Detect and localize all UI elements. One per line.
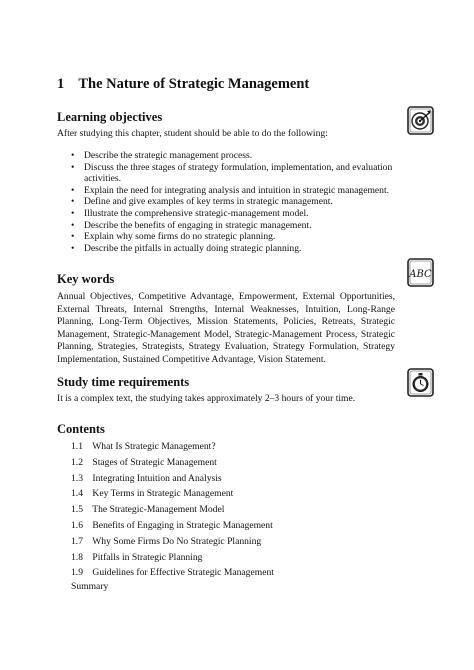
abc-icon-label: ABC — [409, 269, 432, 280]
list-item: • Explain the need for integrating analysis and intuition in strategic management. — [70, 185, 396, 197]
contents-heading: Contents — [57, 422, 105, 436]
key-words-heading: Key words — [57, 272, 115, 286]
toc-item[interactable]: 1.2 Stages of Strategic Management — [71, 456, 217, 468]
toc-item[interactable]: 1.7 Why Some Firms Do No Strategic Planning — [71, 535, 262, 547]
toc-item[interactable]: 1.6 Benefits of Engaging in Strategic Management — [71, 519, 273, 531]
learning-objectives-heading: Learning objectives — [57, 110, 163, 124]
learning-objectives-intro: After studying this chapter, student should be able to do the following: — [57, 128, 328, 139]
chapter-number: 1 — [57, 76, 65, 92]
learning-objectives-list — [70, 150, 396, 254]
chapter-title — [57, 76, 309, 93]
stopwatch-icon — [407, 368, 434, 397]
toc-item[interactable]: 1.8 Pitfalls in Strategic Planning — [71, 551, 203, 563]
toc-summary[interactable]: Summary — [71, 581, 109, 592]
key-words-text: Annual Objectives, Competitive Advantage, Empowerment, External Opportunities, External Threats, Internal Strengths, Internal Weaknesses, Intuition, Long-Range Planning, Long-Term Objectives, Mission Statements, Policies, Retreats, Strategic Management, Strategic-Management Model, Strategic-Management Process, Strategic Planning, Strategies, Strategists, Strategy Evaluation, Strategy Formulation, Strategy Implementation, Sustained Competitive Advantage, Vision Statement. — [57, 291, 395, 365]
study-time-heading: Study time requirements — [57, 375, 190, 389]
target-icon — [407, 106, 434, 135]
list-item: • Define and give examples of key terms in strategic management. — [70, 196, 396, 208]
contents-list — [71, 439, 274, 581]
toc-item[interactable]: 1.5 The Strategic-Management Model — [71, 504, 225, 516]
toc-item[interactable]: 1.1 What Is Strategic Management? — [71, 441, 216, 452]
list-item: • Describe the strategic management process. — [70, 150, 396, 162]
study-time-text: It is a complex text, the studying takes approximately 2–3 hours of your time. — [57, 393, 356, 404]
list-item: • Explain why some firms do no strategic planning. — [70, 231, 396, 243]
toc-item[interactable]: 1.9 Guidelines for Effective Strategic Management — [71, 567, 274, 579]
list-item: • Describe the benefits of engaging in strategic management. — [70, 220, 396, 232]
list-item: • Discuss the three stages of strategy formulation, implementation, and evaluation activities. — [70, 162, 396, 185]
chapter-title-text: The Nature of Strategic Management — [78, 76, 310, 92]
toc-item[interactable]: 1.4 Key Terms in Strategic Management — [71, 488, 234, 500]
list-item: • Describe the pitfalls in actually doing strategic planning. — [70, 243, 396, 255]
toc-item[interactable]: 1.3 Integrating Intuition and Analysis — [71, 472, 222, 484]
abc-icon — [407, 258, 434, 287]
list-item: • Illustrate the comprehensive strategic-management model. — [70, 208, 396, 220]
